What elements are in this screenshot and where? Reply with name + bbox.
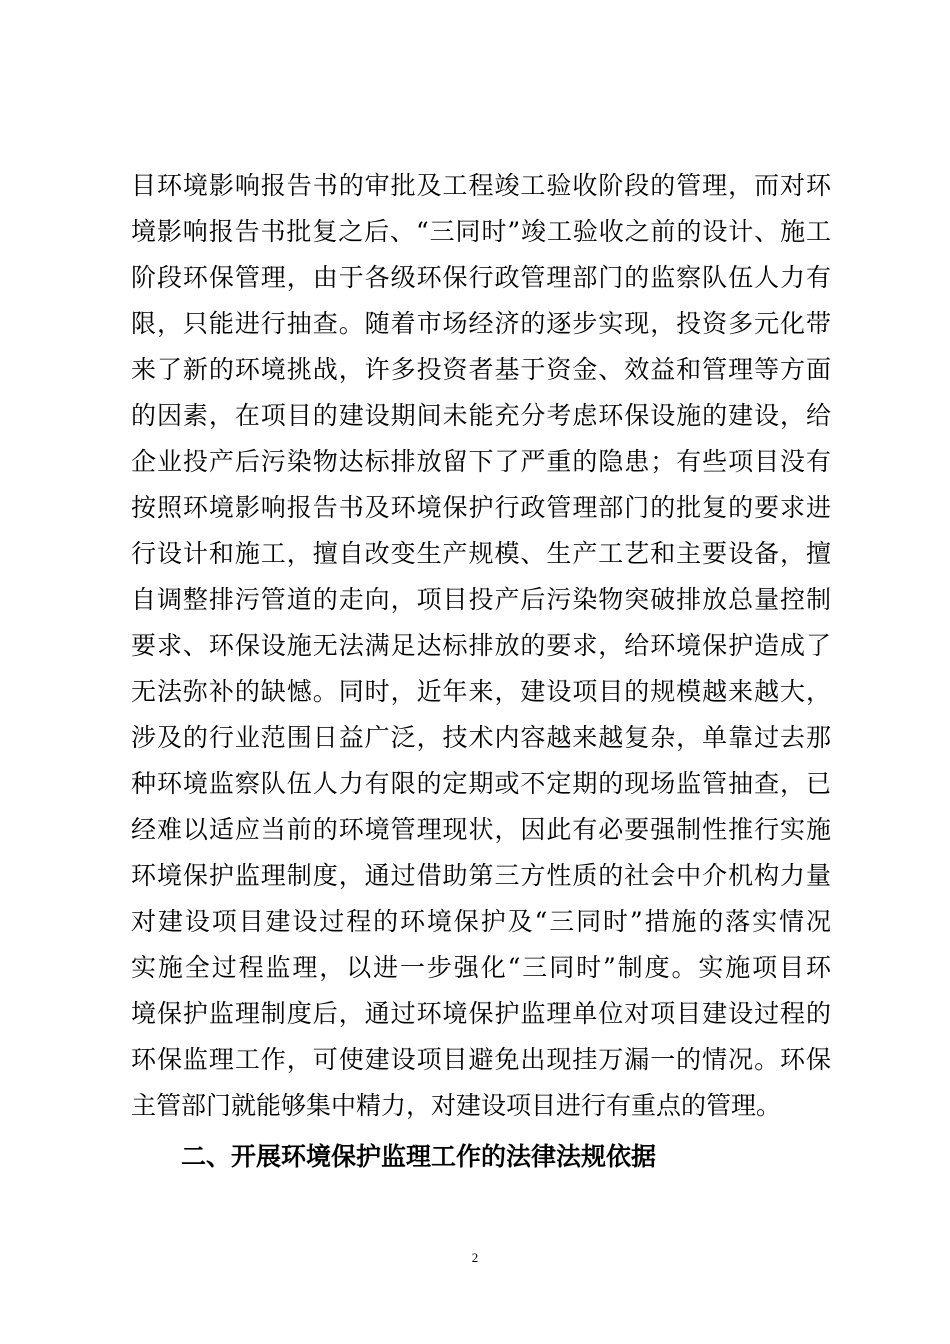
text-line: 无法弥补的缺憾。同时，近年来，建设项目的规模越来越大，: [131, 677, 831, 706]
text-line: 行设计和施工，擅自改变生产规模、生产工艺和主要设备，擅: [131, 539, 831, 568]
text-line: 来了新的环境挑战，许多投资者基于资金、效益和管理等方面: [131, 355, 831, 384]
text-line: 的因素，在项目的建设期间未能充分考虑环保设施的建设，给: [131, 401, 831, 430]
text-line: 要求、环保设施无法满足达标排放的要求，给环境保护造成了: [131, 631, 831, 660]
body-paragraph: [131, 163, 831, 1129]
page-number: 2: [471, 1250, 479, 1265]
text-line: 涉及的行业范围日益广泛，技术内容越来越复杂，单靠过去那: [131, 723, 831, 752]
text-line: 经难以适应当前的环境管理现状，因此有必要强制性推行实施: [131, 815, 831, 844]
text-line: 目环境影响报告书的审批及工程竣工验收阶段的管理，而对环: [131, 171, 831, 200]
text-line: 自调整排污管道的走向，项目投产后污染物突破排放总量控制: [131, 585, 831, 614]
section-heading: 二、开展环境保护监理工作的法律法规依据: [181, 1142, 657, 1171]
text-line: 境保护监理制度后，通过环境保护监理单位对项目建设过程的: [131, 999, 831, 1028]
text-line: 种环境监察队伍人力有限的定期或不定期的现场监管抽查，已: [131, 769, 831, 798]
text-line: 阶段环保管理，由于各级环保行政管理部门的监察队伍人力有: [131, 263, 831, 292]
text-line: 限，只能进行抽查。随着市场经济的逐步实现，投资多元化带: [131, 309, 831, 338]
text-line: 环保监理工作，可使建设项目避免出现挂万漏一的情况。环保: [131, 1045, 831, 1074]
text-line: 实施全过程监理，以进一步强化“三同时”制度。实施项目环: [131, 953, 831, 982]
text-line: 按照环境影响报告书及环境保护行政管理部门的批复的要求进: [131, 493, 831, 522]
text-line: 环境保护监理制度，通过借助第三方性质的社会中介机构力量: [131, 861, 831, 890]
text-line: 对建设项目建设过程的环境保护及“三同时”措施的落实情况: [131, 907, 831, 936]
text-line: 主管部门就能够集中精力，对建设项目进行有重点的管理。: [131, 1091, 782, 1120]
text-line: 境影响报告书批复之后、“三同时”竣工验收之前的设计、施工: [131, 217, 831, 246]
text-line: 企业投产后污染物达标排放留下了严重的隐患；有些项目没有: [131, 447, 831, 476]
